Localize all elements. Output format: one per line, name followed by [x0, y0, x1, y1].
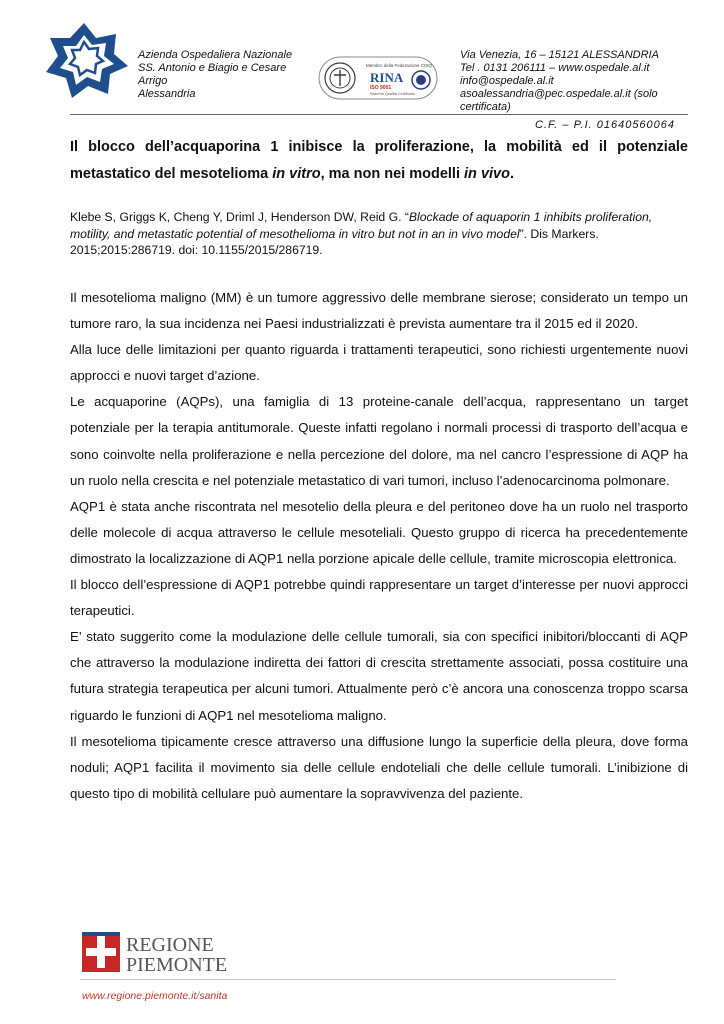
address-line: Via Venezia, 16 – 15121 ALESSANDRIA — [460, 49, 659, 61]
hospital-name-line: SS. Antonio e Biagio e Cesare Arrigo — [138, 62, 287, 87]
header-divider — [70, 114, 688, 115]
article-title — [70, 134, 688, 188]
contact-block — [460, 49, 700, 114]
title-italic-text: in vivo — [464, 166, 510, 182]
body-paragraph: Il blocco dell’espressione di AQP1 potrebbe quindi rappresentare un target d’interesse per nuovi approcci terapeutici. — [70, 577, 688, 619]
hospital-star-logo-icon — [36, 20, 132, 100]
hospital-name-block — [138, 49, 308, 101]
cert-sub: Sistema Qualità Certificato — [370, 92, 415, 96]
article-body — [70, 285, 688, 807]
cert-iso: ISO 9001 — [370, 85, 392, 91]
citation-article-title: Blockade of aquaporin 1 inhibits proliferation, motility, and metastatic potential of mesothelioma in vitro but not in an in vivo model — [70, 210, 653, 241]
hospital-name-line: Azienda Ospedaliera Nazionale — [138, 49, 293, 61]
title-text: Il blocco dell’acquaporina 1 inibisce la proliferazione, la mobilità ed il potenziale metastatico del mesotelioma — [70, 139, 688, 182]
footer-divider — [80, 979, 616, 980]
footer-url[interactable] — [82, 990, 227, 1002]
body-paragraph: E’ stato suggerito come la modulazione delle cellule tumorali, sia con specifici inibitori/bloccanti di AQP che attraverso la modulazione indiretta dei fattori di crescita strettamente associati, possa costituire una futura strategia terapeutica per alcuni tumori. Attualmente però c’è ancora una conoscenza troppo scarsa riguardo le funzioni di AQP1 nel mesotelioma maligno. — [70, 629, 688, 723]
regione-piemonte-logo — [80, 930, 250, 976]
citation — [70, 209, 688, 259]
regione-wordmark: REGIONE — [126, 934, 214, 956]
citation-source: ”. Dis Markers. 2015;2015:286719. doi: 10.1155/2015/286719. — [70, 226, 599, 257]
title-text: . — [509, 166, 514, 182]
tax-code: C.F. – P.I. 01640560064 — [535, 119, 676, 131]
footer-url-tail: sanita — [199, 990, 228, 1002]
footer-url-slash: / — [196, 990, 200, 1002]
email-line: info@ospedale.al.it — [460, 75, 554, 87]
body-paragraph: Il mesotelioma maligno (MM) è un tumore aggressivo delle membrane sierose; considerato un tempo un tumore raro, la sua incidenza nei Paesi industrializzati è prevista aumentare tra il 2015 ed il 2020. — [70, 290, 688, 332]
pec-line: asoalessandria@pec.ospedale.al.it (solo certificata) — [460, 88, 658, 113]
body-paragraph: Alla luce delle limitazioni per quanto riguarda i trattamenti terapeutici, sono richiesti urgentemente nuovi approcci e nuovi target d’azione. — [70, 342, 688, 384]
citation-authors: Klebe S, Griggs K, Cheng Y, Driml J, Henderson DW, Reid G. “ — [70, 210, 409, 224]
cert-small-text: Membro della Federazione CISQ — [366, 63, 432, 68]
regione-piemonte-cross-icon — [82, 932, 120, 972]
rina-certification-logo-icon — [318, 56, 438, 100]
title-text: , ma non nei modelli — [320, 166, 465, 182]
cert-name: RINA — [370, 70, 404, 85]
phone-line: Tel . 0131 206111 – www.ospedale.al.it — [460, 62, 650, 74]
hospital-name-line: Alessandria — [138, 88, 196, 100]
body-paragraph: AQP1 è stata anche riscontrata nel mesotelio della pleura e del peritoneo dove ha un ruolo nel trasporto delle molecole di acqua attraverso le cellule mesoteliali. Questo gruppo di ricerca ha precedentemente dimostrato la localizzazione di AQP1 nella porzione apicale delle cellule, tramite microscopia elettronica. — [70, 498, 688, 566]
body-paragraph: Le acquaporine (AQPs), una famiglia di 13 proteine-canale dell’acqua, rappresentano un target potenziale per la terapia antitumorale. Queste infatti regolano i normali processi di trasporto dell’acqua e sono coinvolte nella proliferazione e nella percezione del dolore, ma nel cancro l’espressione di AQP ha un ruolo nella crescita e nel potenziale metastatico di vari tumori, incluso l’adenocarcinoma polmonare. — [70, 394, 688, 488]
piemonte-wordmark: PIEMONTE — [126, 954, 228, 976]
footer-url-main: www.regione.piemonte.it — [82, 990, 197, 1002]
title-italic-text: in vitro — [272, 166, 321, 182]
body-paragraph: Il mesotelioma tipicamente cresce attraverso una diffusione lungo la superficie della pleura, dove forma noduli; AQP1 facilita il movimento sia delle cellule endoteliali che delle cellule tumorali. L’inibizione di questo tipo di mobilità cellulare può aumentare la sopravvivenza del paziente. — [70, 733, 688, 801]
